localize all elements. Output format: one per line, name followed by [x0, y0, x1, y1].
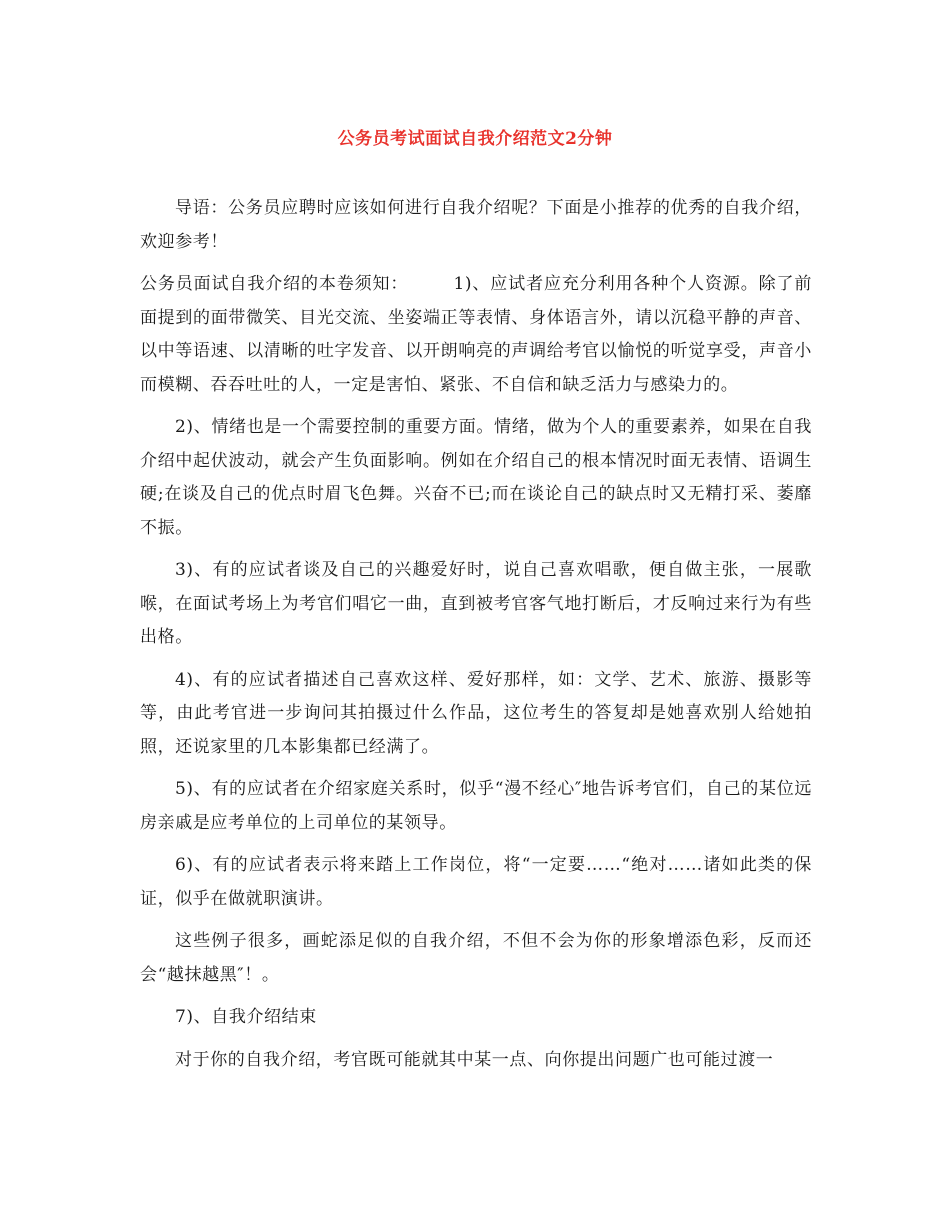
point-3-paragraph: 3)、有的应试者谈及自己的兴趣爱好时，说自己喜欢唱歌，便自做主张，一展歌喉，在面试考场上为考官们唱它一曲，直到被考官客气地打断后，才反响过来行为有些出格。 — [140, 560, 812, 647]
intro-paragraph: 导语：公务员应聘时应该如何进行自我介绍呢？下面是小推荐的优秀的自我介绍，欢迎参考！ — [140, 198, 812, 252]
point-5-paragraph: 5)、有的应试者在介绍家庭关系时，似乎“漫不经心″地告诉考官们，自己的某位远房亲戚是应考单位的上司单位的某领导。 — [140, 779, 812, 833]
point-4-paragraph: 4)、有的应试者描述自己喜欢这样、爱好那样，如：文学、艺术、旅游、摄影等等，由此考官进一步询问其拍摄过什么作品，这位考生的答复却是她喜欢别人给她拍照，还说家里的几本影集都已经满了。 — [140, 669, 812, 757]
document-body — [140, 192, 812, 1077]
point-2-paragraph: 2)、情绪也是一个需要控制的重要方面。情绪，做为个人的重要素养，如果在自我介绍中起伏波动，就会产生负面影响。例如在介绍自己的根本情况时面无表情、语调生硬;在谈及自己的优点时眉飞色舞。兴奋不已;而在谈论自己的缺点时又无精打采、萎靡不振。 — [140, 417, 812, 538]
point-6-paragraph: 6)、有的应试者表示将来踏上工作岗位，将“一定要……“绝对……诸如此类的保证，似乎在做就职演讲。 — [140, 855, 812, 909]
notice-paragraph: 公务员面试自我介绍的本卷须知： 1)、应试者应充分利用各种个人资源。除了前面提到的面带微笑、目光交流、坐姿端正等表情、身体语言外，请以沉稳平静的声音、以中等语速、以清晰的吐字发音、以开朗响亮的声调给考官以愉悦的听觉享受，声音小而模糊、吞吞吐吐的人，一定是害怕、紧张、不自信和缺乏活力与感染力的。 — [140, 274, 812, 395]
closing-paragraph: 对于你的自我介绍，考官既可能就其中某一点、向你提出问题广也可能过渡一 — [175, 1049, 774, 1070]
examples-summary-paragraph: 这些例子很多，画蛇添足似的自我介绍，不但不会为你的形象增添色彩，反而还会“越抹越黑″！。 — [140, 931, 812, 985]
point-7-heading: 7)、自我介绍结束 — [175, 1007, 317, 1027]
document-title: 公务员考试面试自我介绍范文2分钟 — [337, 129, 613, 149]
